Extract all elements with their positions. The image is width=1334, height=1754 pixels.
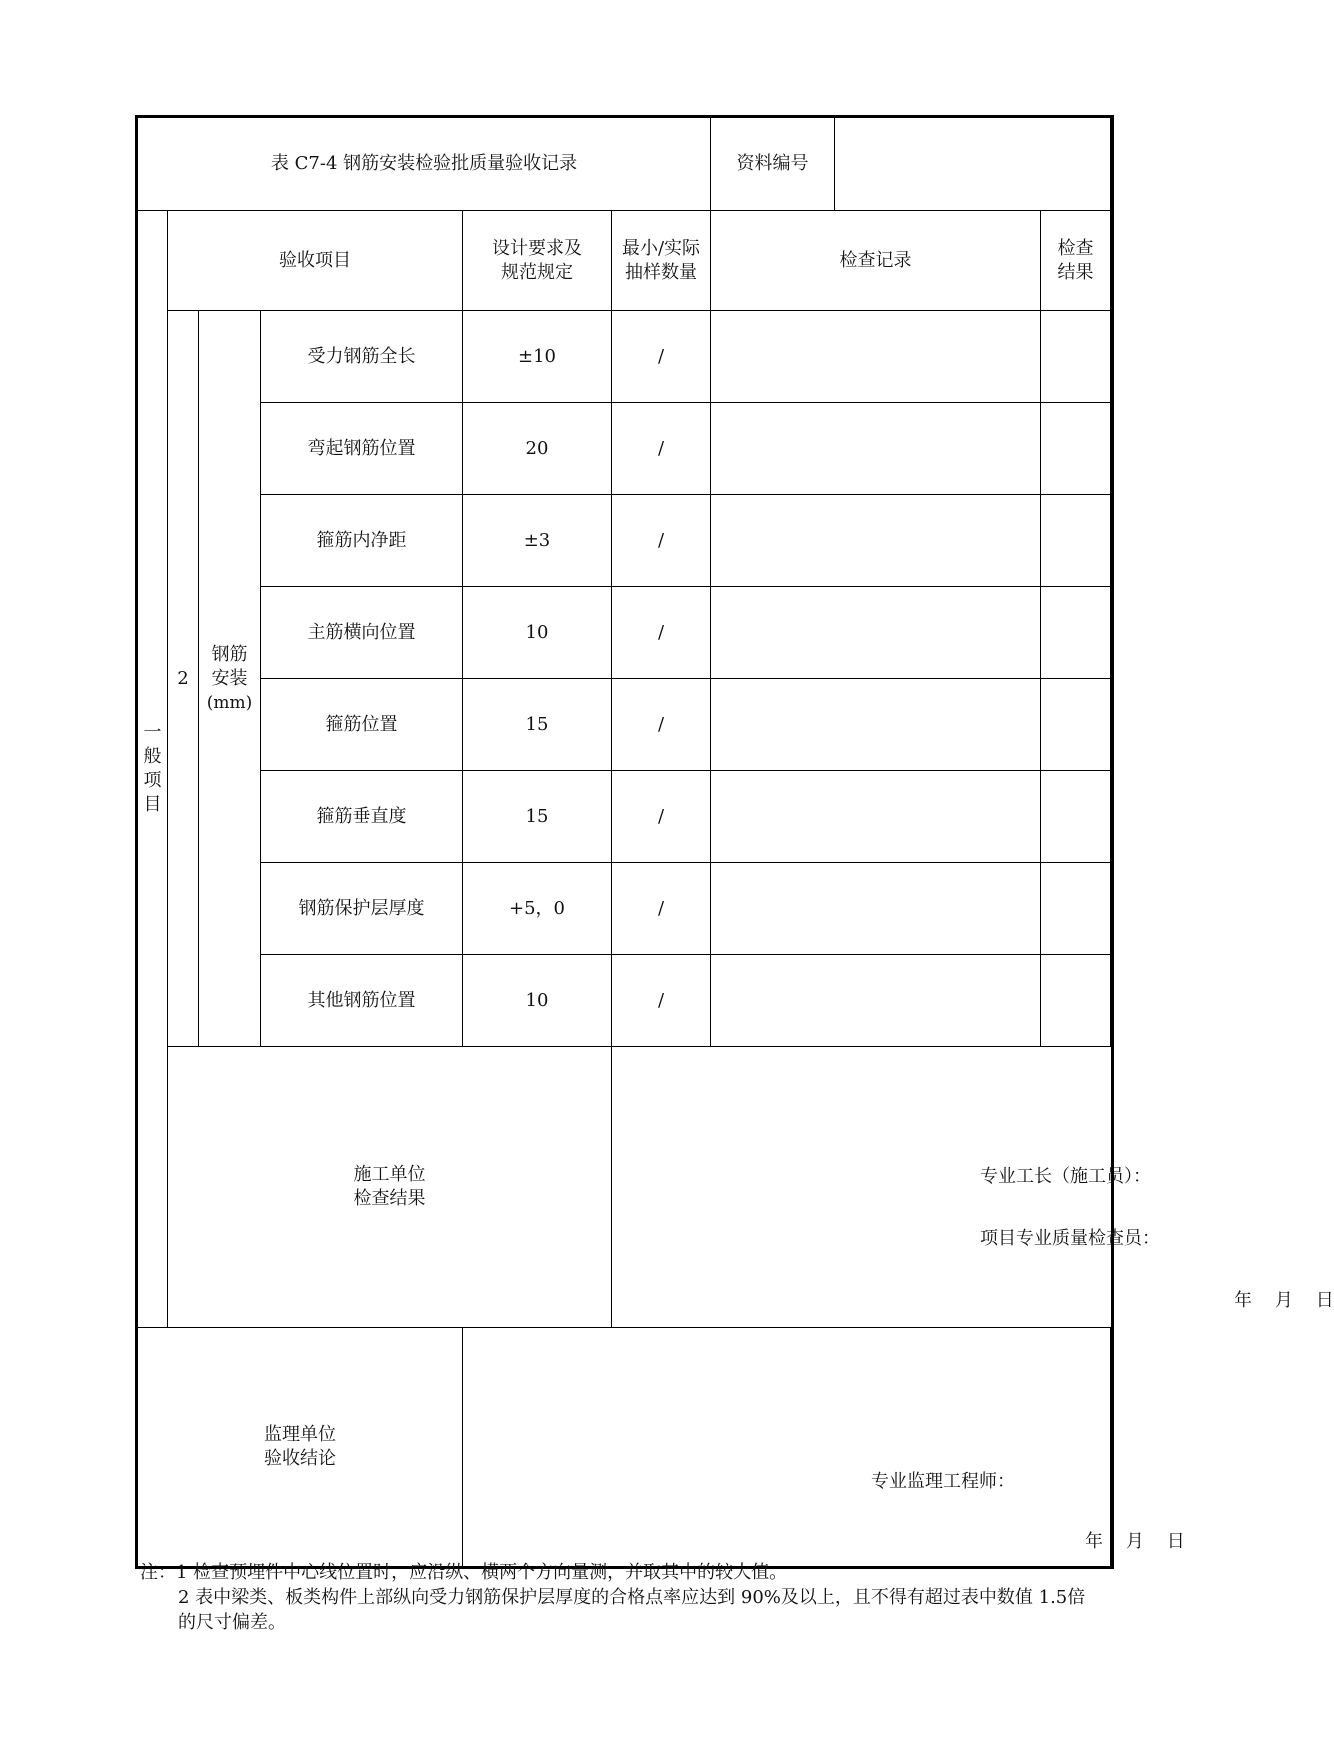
construction-row xyxy=(137,1047,1113,1328)
row-result[interactable] xyxy=(1041,771,1111,863)
doc-number-cell xyxy=(711,117,1111,211)
header-sample: 最小/实际 抽样数量 xyxy=(612,211,711,311)
note-2: 2 表中梁类、板类构件上部纵向受力钢筋保护层厚度的合格点率应达到 90%及以上，且不得有超过表中数值 1.5倍的尺寸偏差。 xyxy=(178,1587,1086,1633)
row-item: 箍筋垂直度 xyxy=(261,771,463,863)
row-result[interactable] xyxy=(1041,311,1111,403)
row-spec: 15 xyxy=(463,771,612,863)
table-row xyxy=(137,403,1113,495)
supervision-row xyxy=(137,1328,1113,1568)
row-record[interactable] xyxy=(711,771,1041,863)
column-header-row xyxy=(137,211,1113,311)
row-result[interactable] xyxy=(1041,955,1111,1047)
row-item: 其他钢筋位置 xyxy=(261,955,463,1047)
table-row xyxy=(137,311,1113,403)
construction-date[interactable]: 年 月 日 xyxy=(1234,1290,1334,1311)
row-item: 弯起钢筋位置 xyxy=(261,403,463,495)
row-spec: 15 xyxy=(463,679,612,771)
supervision-sign-area xyxy=(463,1328,1185,1566)
group-index: 2 xyxy=(168,311,199,1047)
row-record[interactable] xyxy=(711,311,1041,403)
supervision-sign-cell xyxy=(463,1328,1185,1568)
row-spec: +5，0 xyxy=(463,863,612,955)
construction-sign-area xyxy=(612,1047,1334,1327)
doc-number-field[interactable] xyxy=(835,118,1110,210)
row-result[interactable] xyxy=(1041,863,1111,955)
foreman-signature-label[interactable]: 专业工长（施工员）： xyxy=(980,1166,1151,1187)
row-item: 箍筋位置 xyxy=(261,679,463,771)
table-title-cell xyxy=(137,117,711,211)
row-item: 钢筋保护层厚度 xyxy=(261,863,463,955)
row-sample[interactable]: / xyxy=(612,679,711,771)
row-sample[interactable]: / xyxy=(612,955,711,1047)
construction-sign-cell xyxy=(612,1047,1334,1328)
doc-number-label: 资料编号 xyxy=(711,118,835,210)
row-result[interactable] xyxy=(1041,587,1111,679)
table-title: 表 C7-4 钢筋安装检验批质量验收记录 xyxy=(270,153,578,174)
note-1: 注：1 检查预埋件中心线位置时，应沿纵、横两个方向量测，并取其中的较大值。 xyxy=(140,1562,788,1583)
row-sample[interactable]: / xyxy=(612,403,711,495)
supervision-label-cell xyxy=(137,1328,463,1568)
engineer-signature-label[interactable]: 专业监理工程师： xyxy=(871,1471,1015,1492)
row-record[interactable] xyxy=(711,863,1041,955)
row-item: 受力钢筋全长 xyxy=(261,311,463,403)
row-record[interactable] xyxy=(711,679,1041,771)
table-row xyxy=(137,955,1113,1047)
row-sample[interactable]: / xyxy=(612,495,711,587)
construction-label: 施工单位 检查结果 xyxy=(353,1164,426,1209)
supervision-label: 监理单位 验收结论 xyxy=(264,1424,336,1469)
group-name: 钢筋 安装 (mm) xyxy=(199,311,261,1047)
inspector-signature-label[interactable]: 项目专业质量检查员： xyxy=(980,1228,1160,1249)
table-row xyxy=(137,771,1113,863)
notes xyxy=(140,1560,1100,1635)
header-result: 检查 结果 xyxy=(1041,211,1111,311)
construction-label-cell xyxy=(168,1047,612,1328)
header-item: 验收项目 xyxy=(168,211,463,311)
row-result[interactable] xyxy=(1041,679,1111,771)
inspection-record-table xyxy=(135,115,1334,1569)
row-result[interactable] xyxy=(1041,403,1111,495)
row-record[interactable] xyxy=(711,403,1041,495)
row-record[interactable] xyxy=(711,495,1041,587)
table-row xyxy=(137,495,1113,587)
title-row xyxy=(137,117,1113,211)
supervision-date[interactable]: 年 月 日 xyxy=(1085,1531,1185,1552)
row-item: 箍筋内净距 xyxy=(261,495,463,587)
row-spec: 20 xyxy=(463,403,612,495)
category-cell xyxy=(137,211,168,1328)
row-spec: ±10 xyxy=(463,311,612,403)
row-spec: 10 xyxy=(463,955,612,1047)
row-record[interactable] xyxy=(711,587,1041,679)
row-sample[interactable]: / xyxy=(612,311,711,403)
category-label: 一 般 项 目 xyxy=(143,722,162,815)
table-row xyxy=(137,679,1113,771)
row-spec: 10 xyxy=(463,587,612,679)
row-sample[interactable]: / xyxy=(612,863,711,955)
row-result[interactable] xyxy=(1041,495,1111,587)
row-sample[interactable]: / xyxy=(612,587,711,679)
row-spec: ±3 xyxy=(463,495,612,587)
row-record[interactable] xyxy=(711,955,1041,1047)
header-design: 设计要求及 规范规定 xyxy=(463,211,612,311)
table-row xyxy=(137,587,1113,679)
row-item: 主筋横向位置 xyxy=(261,587,463,679)
table-row xyxy=(137,863,1113,955)
row-sample[interactable]: / xyxy=(612,771,711,863)
header-record: 检查记录 xyxy=(711,211,1041,311)
